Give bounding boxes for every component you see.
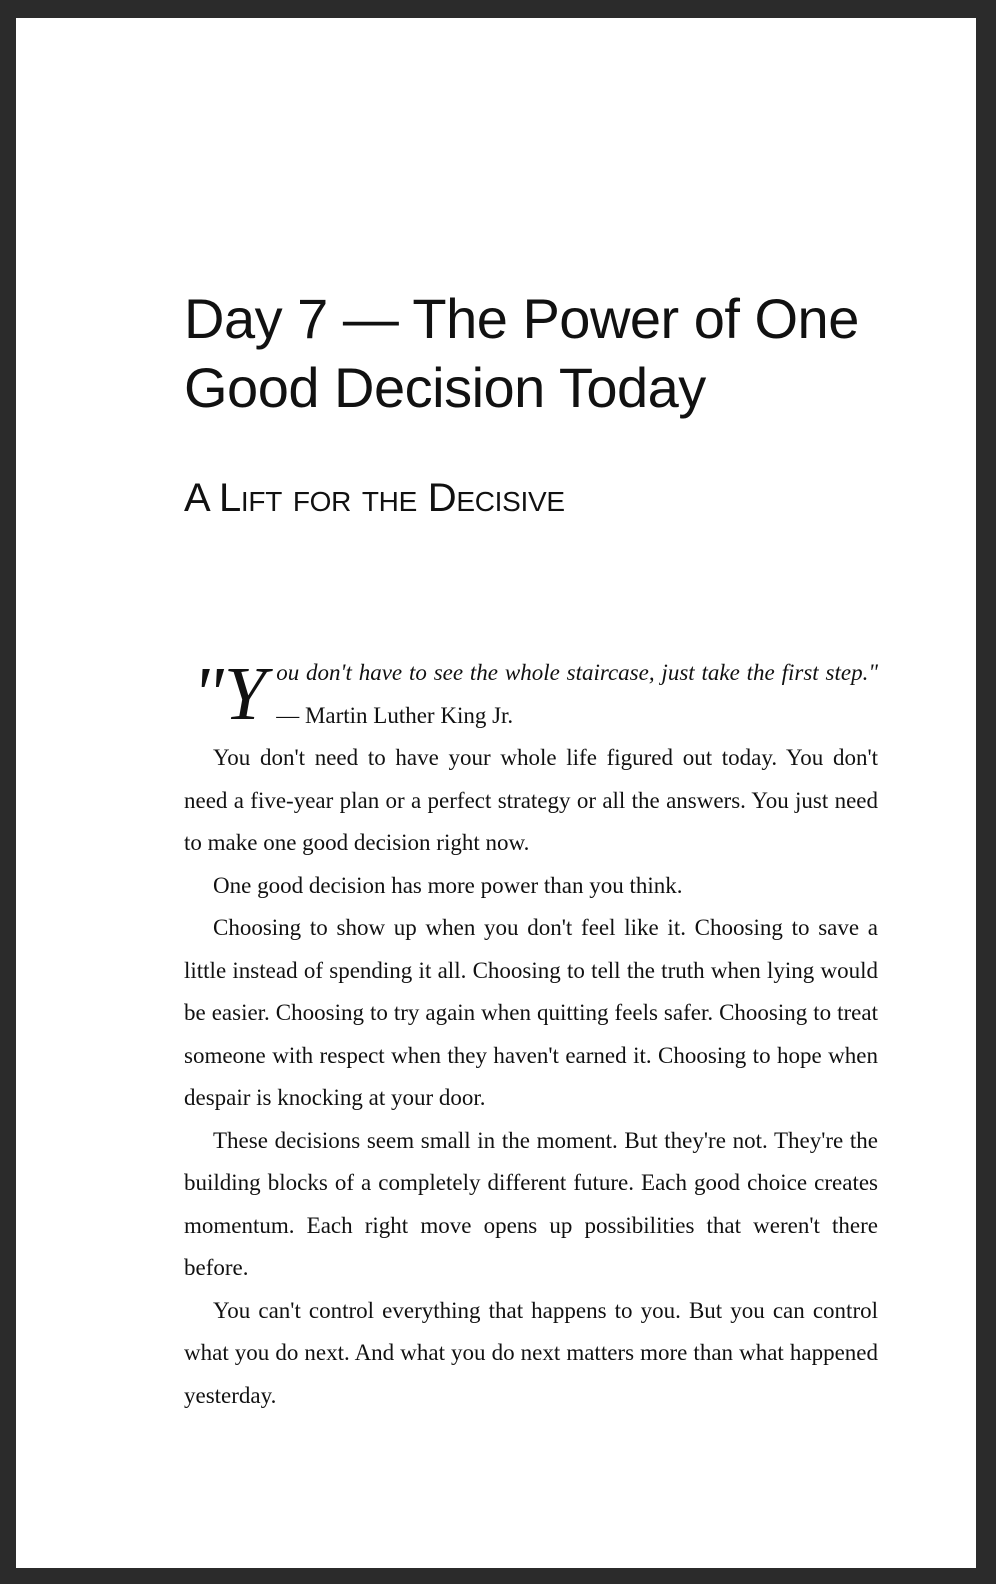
paragraph-4: These decisions seem small in the moment. But they're not. They're the building blocks of a completely different future. Each good choice creates momentum. Each right move opens up possibilities that weren't there before.: [184, 1127, 878, 1280]
chapter-title: [184, 284, 924, 422]
chapter-body: [184, 652, 878, 1417]
book-page: [16, 18, 976, 1568]
chapter-title-line-1: Day 7 — The Power of One: [184, 287, 859, 350]
chapter-title-line-2: Good Decision Today: [184, 356, 706, 419]
paragraph-2: One good decision has more power than you think.: [213, 872, 683, 898]
drop-cap: "Y: [192, 652, 267, 736]
epigraph-quote: [184, 652, 878, 737]
quote-attribution: — Martin Luther King Jr.: [276, 702, 514, 728]
paragraph-1: You don't need to have your whole life figured out today. You don't need a five-year plan or a perfect strategy or all the answers. You just need to make one good decision right now.: [184, 745, 878, 855]
paragraph-3: Choosing to show up when you don't feel like it. Choosing to save a little instead of spending it all. Choosing to tell the truth when lying would be easier. Choosing to try again when quitting feels safer. Choosing to treat someone with respect when they haven't earned it. Choosing to hope when despair is knocking at your door.: [184, 915, 878, 1110]
paragraph-5: You can't control everything that happens to you. But you can control what you do next. And what you do next matters more than what happened yesterday.: [184, 1297, 878, 1408]
chapter-subtitle: A Lift for the Decisive: [184, 476, 565, 520]
quote-text: ou don't have to see the whole staircase, just take the first step.": [276, 660, 878, 685]
